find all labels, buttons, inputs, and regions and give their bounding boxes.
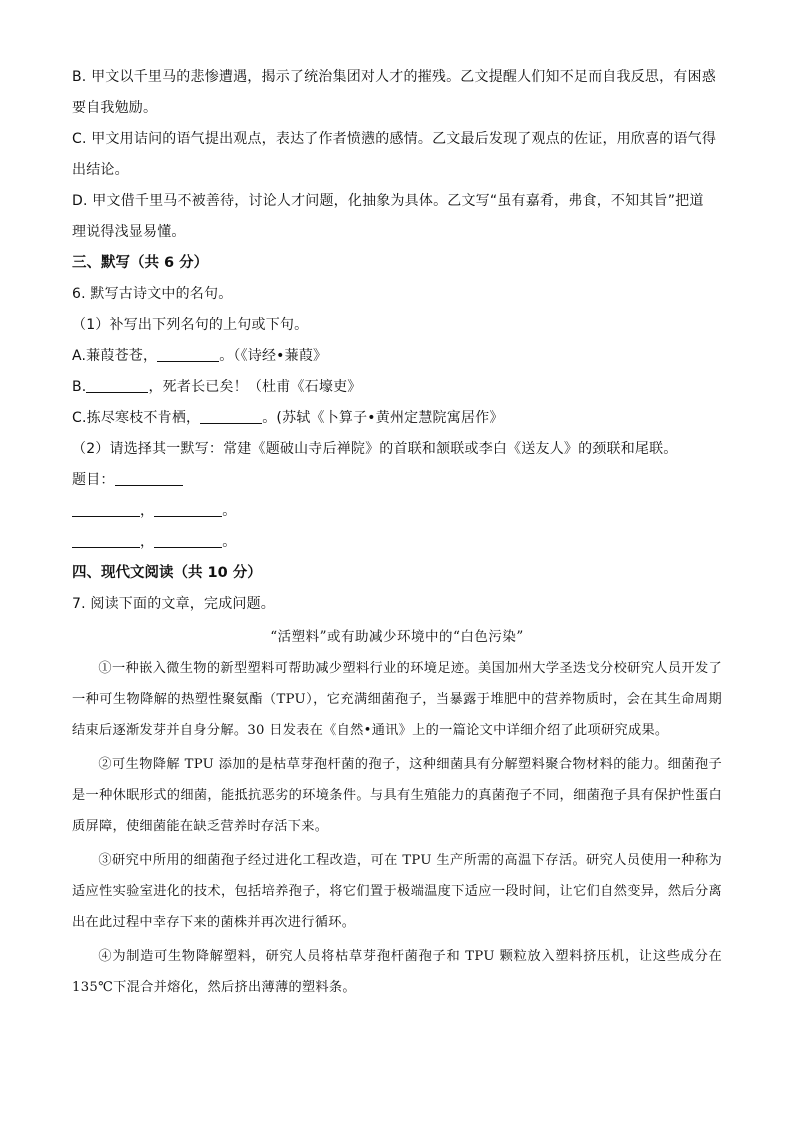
answer-blank-c[interactable] xyxy=(200,407,262,424)
section-4-heading: 四、现代文阅读（共 10 分） xyxy=(72,565,262,581)
option-c-line-2: 出结论。 xyxy=(72,162,129,178)
title-label: 题目： xyxy=(72,472,115,488)
poem-comma-1: ， xyxy=(140,503,155,519)
poem-line-2 xyxy=(72,527,722,558)
option-b-line-1: B. 甲文以千里马的悲惨遭遇，揭示了统治集团对人才的摧残。乙文提醒人们知不足而自我反思，有困惑 xyxy=(72,69,716,85)
blank-line-c xyxy=(72,403,722,434)
blank-c-suffix: 。(苏轼《卜算子•黄州定慧院寓居作》 xyxy=(262,410,504,426)
poem-blank-1b[interactable] xyxy=(154,500,222,517)
blank-b-suffix: ，死者长已矣！（杜甫《石壕吏》 xyxy=(148,379,362,395)
answer-blank-a[interactable] xyxy=(157,345,219,362)
answer-blank-b[interactable] xyxy=(86,376,148,393)
article-title: “活塑料”或有助减少环境中的“白色污染” xyxy=(270,629,524,645)
poem-comma-2: ， xyxy=(140,534,155,550)
article-paragraph-2: ②可生物降解 TPU 添加的是枯草芽孢杆菌的孢子，这种细菌具有分解塑料聚合物材料的能力。细菌孢子是一种休眠形式的细菌，能抵抗恶劣的环境条件。与具有生殖能力的真菌孢子不同，细菌孢子具有保护性蛋白质屏障，使细菌能在缺乏营养时存活下来。 xyxy=(72,757,722,834)
option-c-line-1: C. 甲文用诘问的语气提出观点，表达了作者愤懑的感情。乙文最后发现了观点的佐证，用欣喜的语气得 xyxy=(72,131,717,147)
poem-period-2: 。 xyxy=(222,534,237,550)
poem-blank-2b[interactable] xyxy=(154,531,222,548)
poem-blank-2a[interactable] xyxy=(72,531,140,548)
title-answer-blank[interactable] xyxy=(115,469,183,486)
blank-b-prefix: B. xyxy=(72,379,87,395)
blank-a-prefix: A.蒹葭苍苍， xyxy=(72,348,158,364)
question-6-part-2: （2）请选择其一默写：常建《题破山寺后禅院》的首联和颔联或李白《送友人》的颈联和尾联。 xyxy=(72,441,678,457)
question-7-stem: 7. 阅读下面的文章，完成问题。 xyxy=(72,596,276,612)
option-b-line-2: 要自我勉励。 xyxy=(72,100,158,116)
question-6-part-1: （1）补写出下列名句的上句或下句。 xyxy=(72,317,309,333)
section-3-heading: 三、默写（共 6 分） xyxy=(72,255,209,271)
blank-a-suffix: 。（《诗经•蒹葭》 xyxy=(219,348,328,364)
article-paragraph-3: ③研究中所用的细菌孢子经过进化工程改造，可在 TPU 生产所需的高温下存活。研究人员使用一种称为适应性实验室进化的技术，包括培养孢子，将它们置于极端温度下适应一段时间，让它们自然变异，然后分离出在此过程中幸存下来的菌株并再次进行循环。 xyxy=(72,853,722,930)
poem-blank-1a[interactable] xyxy=(72,500,140,517)
poem-line-1 xyxy=(72,496,722,527)
blank-c-prefix: C.拣尽寒枝不肯栖， xyxy=(72,410,201,426)
title-line xyxy=(72,465,722,496)
blank-line-b xyxy=(72,372,722,403)
option-d-line-2: 理说得浅显易懂。 xyxy=(72,224,186,240)
page-content xyxy=(72,62,722,1006)
article-paragraph-1: ①一种嵌入微生物的新型塑料可帮助减少塑料行业的环境足迹。美国加州大学圣迭戈分校研究人员开发了一种可生物降解的热塑性聚氨酯（TPU），它充满细菌孢子，当暴露于堆肥中的营养物质时，会在其生命周期结束后逐渐发芽并自身分解。30 日发表在《自然•通讯》上的一篇论文中详细介绍了此项研究成果。 xyxy=(72,661,722,738)
blank-line-a xyxy=(72,341,722,372)
poem-period-1: 。 xyxy=(222,503,237,519)
article-paragraph-4: ④为制造可生物降解塑料，研究人员将枯草芽孢杆菌孢子和 TPU 颗粒放入塑料挤压机，让这些成分在135℃下混合并熔化，然后挤出薄薄的塑料条。 xyxy=(72,949,722,995)
option-d-line-1: D. 甲文借千里马不被善待，讨论人才问题，化抽象为具体。乙文写“虽有嘉肴，弗食，不知其旨”把道 xyxy=(72,193,704,209)
question-6-stem: 6. 默写古诗文中的名句。 xyxy=(72,286,233,302)
